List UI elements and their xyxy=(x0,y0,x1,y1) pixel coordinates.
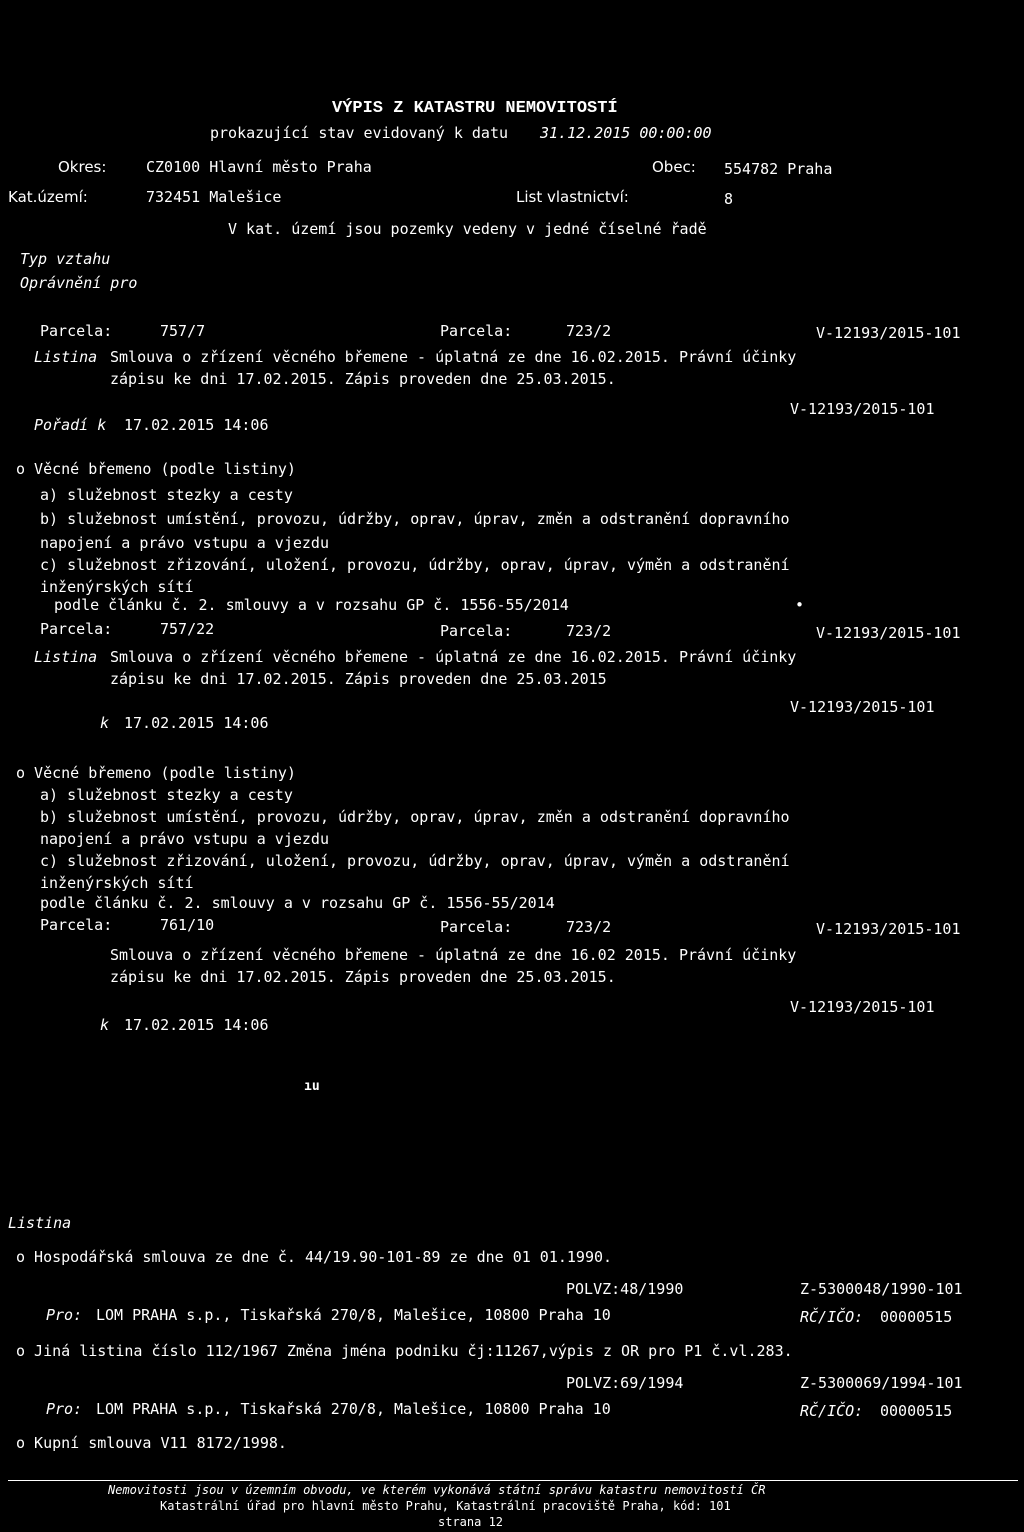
listina-text-2: zápisu ke dni 17.02.2015. Zápis proveden dne 25.03.2015. xyxy=(110,968,616,986)
item-b-line1: b) služebnost umístění, provozu, údržby, oprav, úprav, změn a odstranění dopravního xyxy=(40,808,790,826)
parcela-label: Parcela: xyxy=(40,322,113,340)
obec-value: 554782 Praha xyxy=(724,160,833,178)
okres-label: Okres: xyxy=(58,158,107,176)
listina-text: Smlouva o zřízení věcného břemene - úplatná ze dne 16.02 2015. Právní účinky xyxy=(110,946,797,964)
rc-value: 00000515 xyxy=(880,1308,953,1326)
parcela2-label: Parcela: xyxy=(440,622,513,640)
rc-value: 00000515 xyxy=(880,1402,953,1420)
item-a: a) služebnost stezky a cesty xyxy=(40,486,293,504)
parcela-value: 757/22 xyxy=(160,620,215,638)
item-b-line2: napojení a právo vstupu a vjezdu xyxy=(40,534,329,552)
pro-label: Pro: xyxy=(46,1306,83,1324)
katuzemi-label: Kat.území: xyxy=(8,188,88,206)
poradi-label: k xyxy=(100,1016,110,1034)
pro-value: LOM PRAHA s.p., Tiskařská 270/8, Malešice, 10800 Praha 10 xyxy=(96,1400,611,1418)
listina-item-text: o Jiná listina číslo 112/1967 Změna jména podniku čj:11267,výpis z OR pro P1 č.vl.283. xyxy=(16,1342,793,1360)
reference-number: V-12193/2015-101 xyxy=(816,920,961,938)
parcela2-label: Parcela: xyxy=(440,918,513,936)
lv-label: List vlastnictví: xyxy=(516,188,629,206)
text-fragment: ıu xyxy=(304,1079,320,1094)
listina-label: Listina xyxy=(34,348,98,366)
listina-section-label: Listina xyxy=(8,1214,72,1232)
bremeno-heading: o Věcné břemeno (podle listiny) xyxy=(16,764,296,782)
listina-item-text: o Kupní smlouva V11 8172/1998. xyxy=(16,1434,287,1452)
poradi-value: 17.02.2015 14:06 xyxy=(124,714,269,732)
katuzemi-value: 732451 Malešice xyxy=(146,188,282,206)
subtitle-prefix: prokazující stav evidovaný k datu xyxy=(210,124,509,142)
z-reference: Z-5300069/1994-101 xyxy=(800,1374,963,1392)
parcela2-value: 723/2 xyxy=(566,622,612,640)
reference-number: V-12193/2015-101 xyxy=(816,324,961,342)
parcela2-value: 723/2 xyxy=(566,322,612,340)
reference-number-2: V-12193/2015-101 xyxy=(790,400,935,418)
reference-number: V-12193/2015-101 xyxy=(816,624,961,642)
subtitle-date: 31.12.2015 00:00:00 xyxy=(540,124,712,142)
rc-label: RČ/IČO: xyxy=(800,1308,864,1326)
podle-clanku: podle článku č. 2. smlouvy a v rozsahu GP č. 1556-55/2014 xyxy=(54,596,569,614)
poradi-value: 17.02.2015 14:06 xyxy=(124,416,269,434)
item-c-line1: c) služebnost zřizování, uložení, provozu, údržby, oprav, úprav, výměn a odstranění xyxy=(40,556,790,574)
footer-divider xyxy=(8,1480,1018,1481)
lv-value: 8 xyxy=(724,190,734,208)
polvz-value: POLVZ:48/1990 xyxy=(566,1280,684,1298)
podle-clanku: podle článku č. 2. smlouvy a v rozsahu GP č. 1556-55/2014 xyxy=(40,894,555,912)
poradi-label: Pořadí k xyxy=(34,416,107,434)
typ-vztahu-label: Typ vztahu xyxy=(20,250,111,268)
poradi-value: 17.02.2015 14:06 xyxy=(124,1016,269,1034)
item-b-line1: b) služebnost umístění, provozu, údržby, oprav, úprav, změn a odstranění dopravního xyxy=(40,510,790,528)
z-reference: Z-5300048/1990-101 xyxy=(800,1280,963,1298)
parcela-value: 761/10 xyxy=(160,916,215,934)
document-title: VÝPIS Z KATASTRU NEMOVITOSTÍ xyxy=(332,99,618,118)
listina-label: Listina xyxy=(34,648,98,666)
item-a: a) služebnost stezky a cesty xyxy=(40,786,293,804)
footer-line-1: Nemovitosti jsou v územním obvodu, ve kterém vykonává státní správu katastru nemovitostí ČR xyxy=(108,1483,766,1497)
listina-text-2: zápisu ke dni 17.02.2015. Zápis proveden dne 25.03.2015. xyxy=(110,370,616,388)
listina-text: Smlouva o zřízení věcného břemene - úplatná ze dne 16.02.2015. Právní účinky xyxy=(110,648,797,666)
item-b-line2: napojení a právo vstupu a vjezdu xyxy=(40,830,329,848)
okres-value: CZ0100 Hlavní město Praha xyxy=(146,158,372,176)
rc-label: RČ/IČO: xyxy=(800,1402,864,1420)
pro-value: LOM PRAHA s.p., Tiskařská 270/8, Malešice, 10800 Praha 10 xyxy=(96,1306,611,1324)
listina-text: Smlouva o zřízení věcného břemene - úplatná ze dne 16.02.2015. Právní účinky xyxy=(110,348,797,366)
bullet-mark: • xyxy=(795,596,805,614)
page-number: strana 12 xyxy=(438,1515,504,1529)
item-c-line2: inženýrských sítí xyxy=(40,874,194,892)
parcela-label: Parcela: xyxy=(40,620,113,638)
parcela2-label: Parcela: xyxy=(440,322,513,340)
parcela2-value: 723/2 xyxy=(566,918,612,936)
parcela-value: 757/7 xyxy=(160,322,206,340)
reference-number-2: V-12193/2015-101 xyxy=(790,998,935,1016)
parcela-label: Parcela: xyxy=(40,916,113,934)
obec-label: Obec: xyxy=(652,158,696,176)
item-c-line2: inženýrských sítí xyxy=(40,578,194,596)
cadastre-note: V kat. území jsou pozemky vedeny v jedné číselné řadě xyxy=(228,220,707,238)
listina-item-text: o Hospodářská smlouva ze dne č. 44/19.90-101-89 ze dne 01 01.1990. xyxy=(16,1248,613,1266)
item-c-line1: c) služebnost zřizování, uložení, provozu, údržby, oprav, úprav, výměn a odstranění xyxy=(40,852,790,870)
opravneni-pro-label: Oprávnění pro xyxy=(20,274,138,292)
listina-text-2: zápisu ke dni 17.02.2015. Zápis proveden dne 25.03.2015 xyxy=(110,670,607,688)
reference-number-2: V-12193/2015-101 xyxy=(790,698,935,716)
poradi-label: k xyxy=(100,714,110,732)
pro-label: Pro: xyxy=(46,1400,83,1418)
polvz-value: POLVZ:69/1994 xyxy=(566,1374,684,1392)
footer-line-2: Katastrální úřad pro hlavní město Prahu, Katastrální pracoviště Praha, kód: 101 xyxy=(160,1499,731,1513)
bremeno-heading: o Věcné břemeno (podle listiny) xyxy=(16,460,296,478)
